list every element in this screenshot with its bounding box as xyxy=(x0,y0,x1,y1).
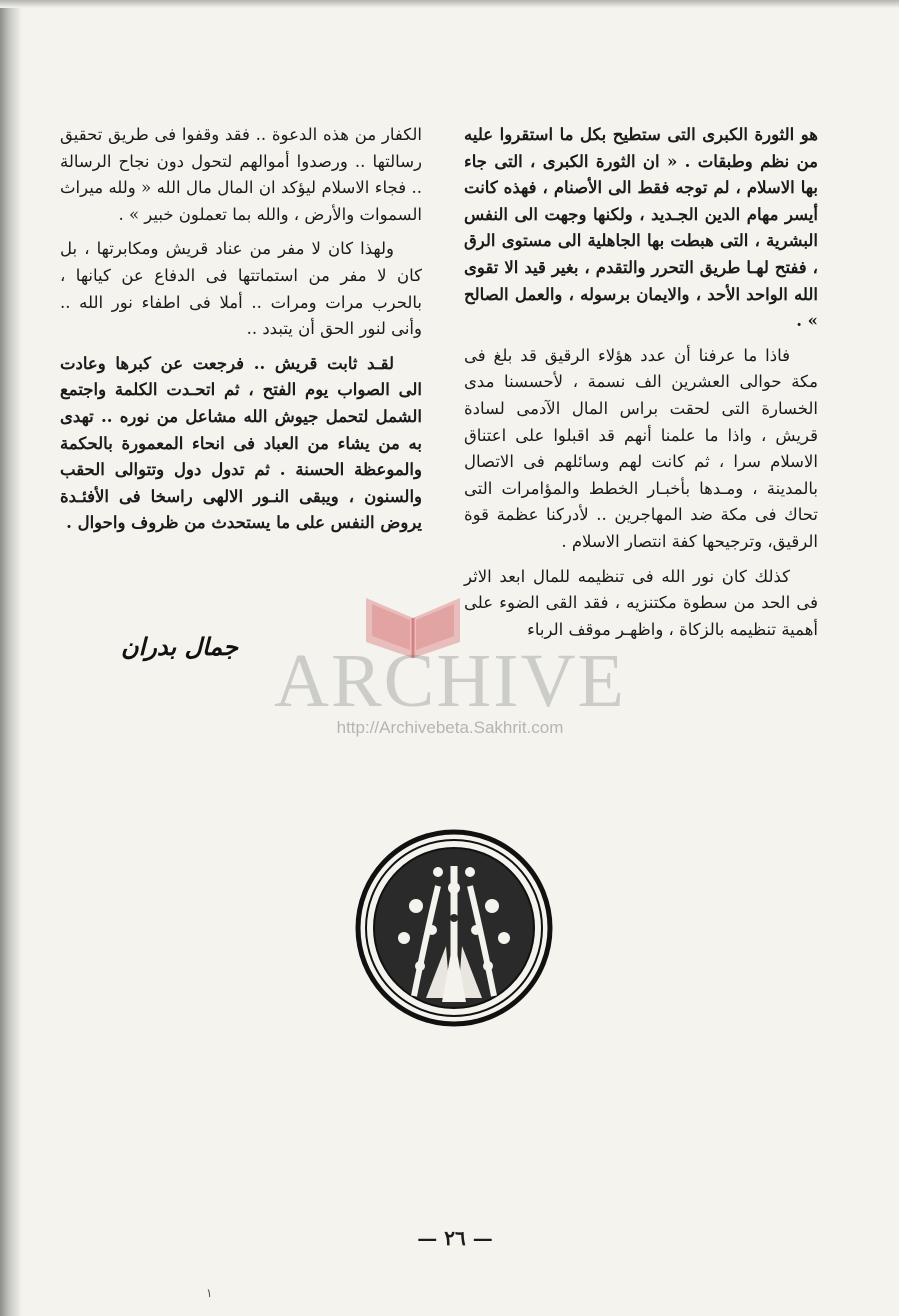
right-paragraph-1 xyxy=(464,122,818,335)
right-paragraph-1-text: هو الثورة الكبرى التى ستطيح بكل ما استقروا عليه من نظم وطبقات . « ان الثورة الكبرى ، التى جاء بها الاسلام ، لم توجه فقط الى الأصنام ، فهذه كانت أيسر مهام الدين الجـديد ، ولكنها وجهت الى النفس البشرية ، التى هبطت بها الجاهلية الى مستوى الرق ، ففتح لهـا طريق التحرر والتقدم ، بغير قيد الا تقوى الله الواحد الأحد ، والايمان برسوله ، والعمل الصالح » . xyxy=(464,125,818,331)
author-signature: جمال بدران xyxy=(121,632,238,661)
page-number: — ٢٦ — xyxy=(417,1226,493,1250)
left-paragraph-1: الكفار من هذه الدعوة .. فقد وقفوا فى طريق تحقيق رسالتها .. ورصدوا أموالهم لتحول دون نجاح الرسالة .. فجاء الاسلام ليؤكد ان المال مال الله « ولله ميراث السموات والأرض ، والله بما تعملون خبير » . xyxy=(60,125,422,224)
left-paragraph-2: ولهذا كان لا مفر من عناد قريش ومكابرتها ، بل كان لا مفر من استماتتها فى الدفاع عن كيانها ، بالحرب مرات ومرات .. أملا فى اطفاء نور الله .. وأنى لنور الحق أن يتبدد .. xyxy=(60,239,422,339)
left-paragraph-3: لقـد ثابت قريش .. فرجعت عن كبرها وعادت الى الصواب يوم الفتح ، ثم اتحـدت الكلمة واجتمع الشمل لتحمل جيوش الله مشاعل من نوره .. تهدى به من يشاء من العباد فى انحاء المعمورة بالحكمة والموعظة الحسنة . ثم تدول دول وتتوالى الحقب والسنون ، ويبقى النـور الالهى راسخا فى الأفئـدة يروض النفس على ما يستحدث من ظروف واحوال . xyxy=(60,353,422,533)
scan-top-edge xyxy=(0,0,899,8)
watermark-title: ARCHIVE xyxy=(274,639,626,723)
corner-mark: ١ xyxy=(206,1286,213,1300)
watermark-url: http://Archivebeta.Sakhrit.com xyxy=(336,718,564,737)
left-column xyxy=(60,122,422,545)
scan-edge-shadow xyxy=(0,0,22,1316)
floral-medallion-icon xyxy=(354,826,554,1030)
right-column xyxy=(464,122,818,651)
right-paragraph-2: فاذا ما عرفنا أن عدد هؤلاء الرقيق قد بلغ فى مكة حوالى العشرين الف نسمة ، لأحسسنا مدى الخسارة التى لحقت براس المال الآدمى لسادة قريش ، واذا ما علمنا أنهم قد اقبلوا على اعتناق الاسلام سرا ، ثم كانت لهم وسائلهم فى الاتصال بالمدينة ، ومـدها بأخبـار الخطط والمؤامرات التى تحاك فى مكة ضد المهاجرين .. لأدركنا عظمة قوة الرقيق، وترجيحها كفة انتصار الاسلام . xyxy=(464,345,818,551)
archive-watermark xyxy=(270,580,630,750)
right-paragraph-3: كذلك كان نور الله فى تنظيمه للمال ابعد الاثر فى الحد من سطوة مكتنزيه ، فقد القى الضوء على أهمية تنظيمه بالزكاة ، واظهـر موقف الرباء xyxy=(464,566,818,639)
